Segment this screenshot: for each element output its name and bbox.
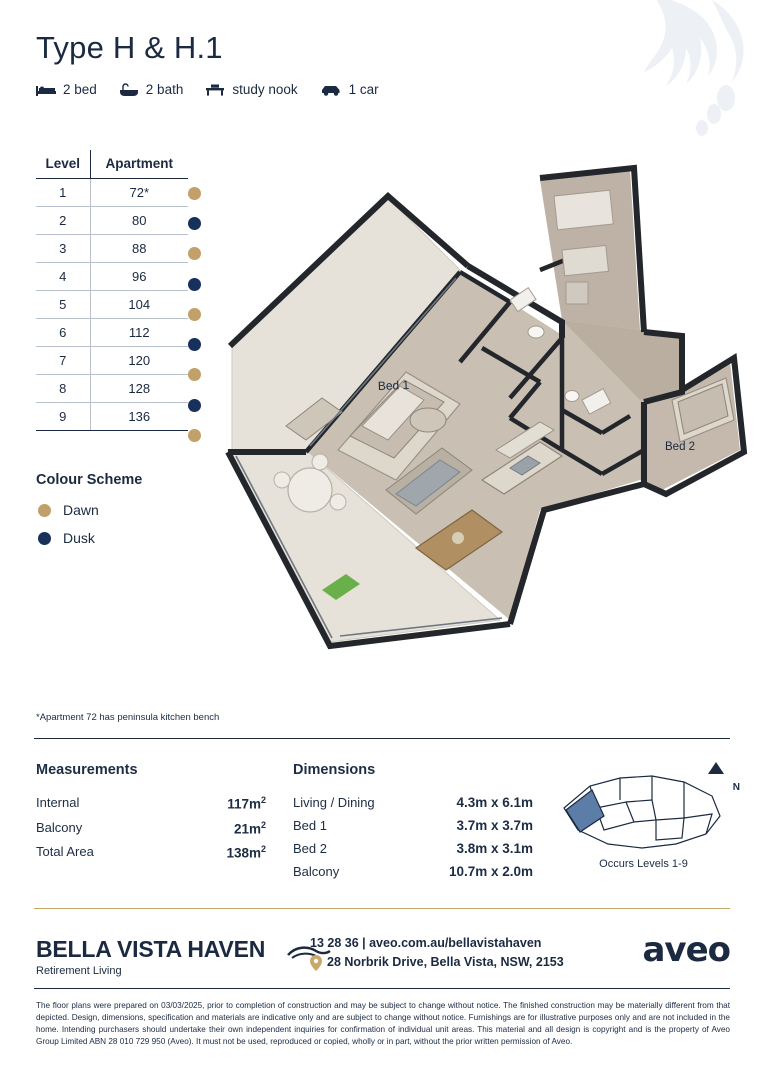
bird-watermark-icon (594, 0, 754, 144)
table-row (36, 207, 188, 235)
page-title: Type H & H.1 (36, 30, 223, 65)
col-header-level: Level (36, 150, 90, 179)
spec-bath (119, 82, 184, 97)
measurement-label: Balcony (36, 819, 83, 835)
dimension-label: Balcony (293, 864, 340, 879)
specs-row (36, 82, 379, 97)
brand-tagline: Retirement Living (36, 965, 122, 977)
footnote: *Apartment 72 has peninsula kitchen bench (36, 712, 220, 723)
dimension-row (293, 837, 533, 860)
spec-car-label: 1 car (348, 82, 379, 97)
dimension-row (293, 791, 533, 814)
dimensions-title: Dimensions (293, 762, 376, 778)
scheme-dot-column (188, 178, 201, 451)
dimension-label: Living / Dining (293, 795, 375, 810)
dimension-value: 10.7m x 2.0m (448, 864, 533, 879)
spec-bed-label: 2 bed (63, 82, 97, 97)
bed2-label: Bed 2 (665, 441, 696, 453)
spec-car (320, 82, 379, 97)
scheme-dot-row (188, 239, 201, 269)
cell-apartment: 72* (90, 179, 188, 207)
measurement-value: $138m^2$ (226, 844, 266, 861)
cell-level: 1 (36, 179, 90, 207)
contact-address: 28 Norbrik Drive, Bella Vista, NSW, 2153 (327, 955, 564, 970)
car-icon (320, 83, 342, 97)
aveo-logo: aveo (642, 930, 730, 970)
north-arrow-icon (708, 762, 724, 774)
cell-level: 3 (36, 235, 90, 263)
dawn-swatch-icon (38, 504, 51, 517)
col-header-apartment: Apartment (90, 150, 188, 179)
measurement-label: Total Area (36, 844, 94, 859)
cell-apartment: 80 (90, 207, 188, 235)
location-pin-icon (310, 955, 322, 971)
desk-icon (205, 83, 225, 97)
table-row (36, 375, 188, 403)
keyplan-highlight (566, 790, 604, 832)
scheme-dot-dusk (188, 217, 201, 230)
cell-level: 2 (36, 207, 90, 235)
scheme-dot-row (188, 390, 201, 420)
scheme-dot-row (188, 178, 201, 208)
scheme-dot-row (188, 420, 201, 450)
spec-study-label: study nook (232, 82, 298, 97)
cell-apartment: 88 (90, 235, 188, 263)
cell-level: 7 (36, 347, 90, 375)
scheme-dot-row (188, 329, 201, 359)
bed-icon (36, 83, 56, 97)
dimension-value: 3.7m x 3.7m (456, 818, 533, 833)
level-apartment-table (36, 150, 188, 431)
divider-bottom (34, 988, 730, 989)
scheme-dot-dusk (188, 278, 201, 291)
legal-disclaimer: The floor plans were prepared on 03/03/2025, prior to completion of construction and may be subject to change without notice. The finished construction may be materially different from that depicted. Design, dimensions, specification and materials are indicative only and are subject to change without notice. Furnishings are for illustrative purposes only and are not included in the home. Intending purchasers should undertake their own independent inquiries for confirmation of individual unit areas. This material and all design is copyright and is the property of Aveo Group Limited ABN 28 010 729 950 (Aveo). It must not be used, reproduced or copied, wholly or in part, without the prior written permission of Aveo. (36, 1001, 730, 1046)
scheme-dot-dawn (188, 308, 201, 321)
colour-scheme-title: Colour Scheme (36, 472, 143, 488)
table-row (36, 291, 188, 319)
colour-scheme-dusk (38, 530, 95, 546)
scheme-dot-dusk (188, 399, 201, 412)
table-row (36, 403, 188, 431)
bath-icon (119, 83, 139, 97)
dusk-swatch-icon (38, 532, 51, 545)
cell-apartment: 96 (90, 263, 188, 291)
cell-apartment: 112 (90, 319, 188, 347)
table-header-row (36, 150, 188, 179)
measurements-title: Measurements (36, 762, 138, 778)
measurement-row (36, 791, 266, 816)
cell-level: 9 (36, 403, 90, 431)
spec-bath-label: 2 bath (145, 82, 184, 97)
scheme-dot-row (188, 360, 201, 390)
scheme-dot-row (188, 299, 201, 329)
scheme-dot-dawn (188, 187, 201, 200)
table-row (36, 263, 188, 291)
cell-apartment: 120 (90, 347, 188, 375)
dusk-label: Dusk (63, 530, 95, 546)
cell-level: 5 (36, 291, 90, 319)
dimension-value: 3.8m x 3.1m (456, 841, 533, 856)
floor-plan-svg (210, 150, 750, 680)
cell-apartment: 104 (90, 291, 188, 319)
scheme-dot-row (188, 269, 201, 299)
dimensions-list (293, 791, 533, 883)
cell-level: 8 (36, 375, 90, 403)
colour-scheme-dawn (38, 502, 99, 518)
dawn-label: Dawn (63, 502, 99, 518)
scheme-dot-dawn (188, 368, 201, 381)
spec-bed (36, 82, 97, 97)
divider-top (34, 738, 730, 739)
brand-block (36, 936, 265, 977)
keyplan-caption: Occurs Levels 1-9 (599, 858, 688, 870)
contact-phone-web[interactable]: 13 28 36 | aveo.com.au/bellavistahaven (310, 936, 542, 950)
contact-block (310, 934, 564, 973)
dimension-label: Bed 1 (293, 818, 327, 833)
dimension-row (293, 814, 533, 837)
north-label: N (732, 782, 740, 793)
scheme-dot-dusk (188, 338, 201, 351)
measurement-row (36, 816, 266, 841)
brand-name: BELLA VISTA HAVEN (36, 936, 266, 962)
key-plan (556, 760, 731, 870)
dimension-value: 4.3m x 6.1m (456, 795, 533, 810)
dimension-label: Bed 2 (293, 841, 327, 856)
cell-level: 4 (36, 263, 90, 291)
scheme-dot-dawn (188, 429, 201, 442)
floor-plan-illustration (210, 150, 750, 680)
scheme-dot-row (188, 208, 201, 238)
bed1-label: Bed 1 (377, 377, 410, 393)
spec-study (205, 82, 297, 97)
contact-address-row (310, 953, 564, 972)
measurements-list (36, 791, 266, 865)
measurement-row (36, 840, 266, 865)
table-row (36, 179, 188, 207)
table-row (36, 319, 188, 347)
cell-apartment: 128 (90, 375, 188, 403)
measurement-value: $21m^2$ (233, 819, 266, 836)
table-row (36, 347, 188, 375)
table-row (36, 235, 188, 263)
cell-apartment: 136 (90, 403, 188, 431)
measurement-value: $117m^2$ (227, 795, 266, 812)
dimension-row (293, 860, 533, 883)
scheme-dot-dawn (188, 247, 201, 260)
measurement-label: Internal (36, 795, 80, 810)
divider-gold (34, 908, 730, 909)
cell-level: 6 (36, 319, 90, 347)
